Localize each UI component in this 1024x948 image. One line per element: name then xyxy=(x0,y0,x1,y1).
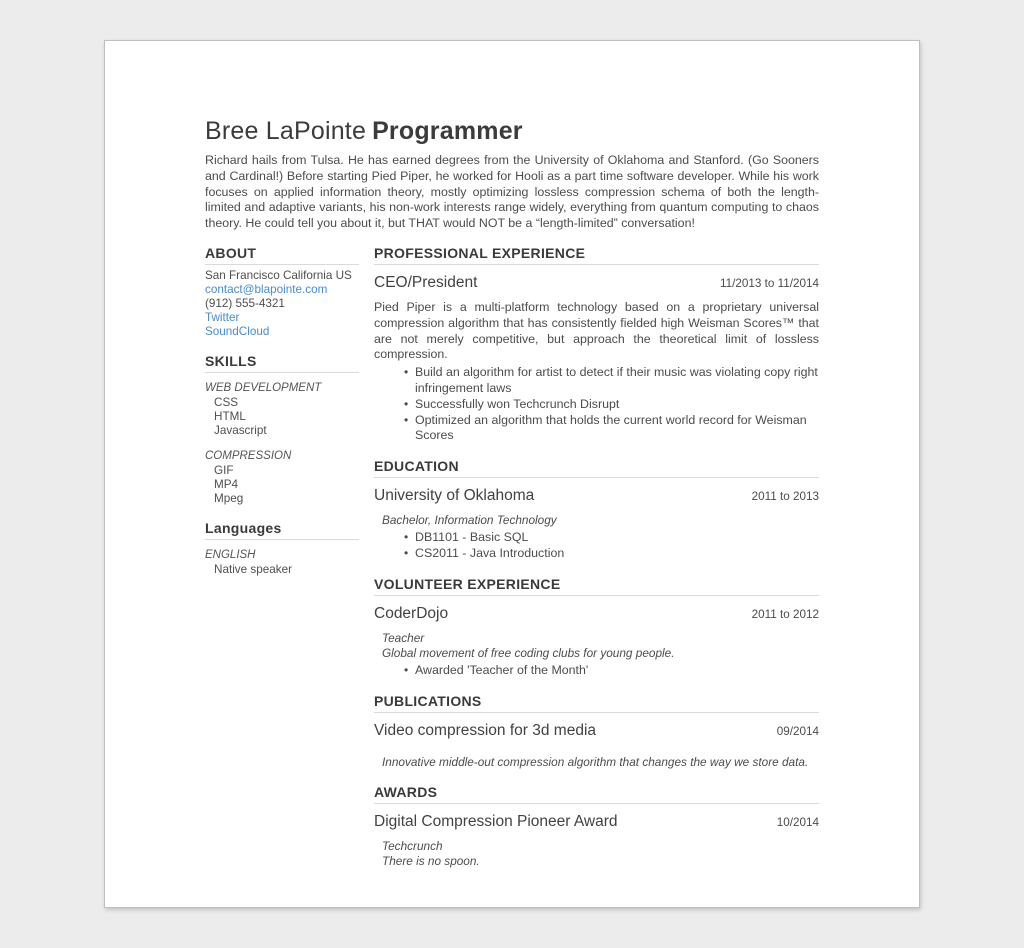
resume-section xyxy=(374,576,819,679)
section-heading: EDUCATION xyxy=(374,458,819,478)
resume-entry xyxy=(374,605,819,679)
entry-title-row xyxy=(374,813,819,831)
about-section xyxy=(205,245,359,339)
bullet-item: • Successfully won Techcrunch Disrupt xyxy=(415,397,819,413)
skill-group xyxy=(205,548,359,577)
languages-groups xyxy=(205,548,359,577)
skill-item: CSS xyxy=(214,395,239,409)
location-text: San Francisco California US xyxy=(205,268,352,282)
entry-date: 2011 to 2013 xyxy=(751,490,819,504)
entry-subline: Techcrunch xyxy=(382,838,443,853)
bullet-list xyxy=(374,530,819,562)
entry-subline: Teacher xyxy=(382,630,425,645)
skill-item: Native speaker xyxy=(214,562,292,576)
skill-item: Mpeg xyxy=(214,491,244,505)
languages-section xyxy=(205,520,359,577)
entry-title: Video compression for 3d media xyxy=(374,721,597,739)
resume-entry xyxy=(374,487,819,562)
entry-title: CEO/President xyxy=(374,273,478,291)
entry-date: 10/2014 xyxy=(776,815,819,829)
resume-section xyxy=(374,693,819,770)
resume-section xyxy=(374,245,819,444)
main-column xyxy=(374,245,819,883)
skill-item: Javascript xyxy=(214,423,267,437)
bullet-item: • Optimized an algorithm that holds the current world record for Weisman Scores xyxy=(415,413,819,445)
skill-item: GIF xyxy=(214,463,234,477)
entry-title: University of Oklahoma xyxy=(374,487,535,505)
entry-paragraph: Pied Piper is a multi-platform technology based on a proprietary universal compression algorithm that has consistently fielded high Weisman Scores™ that are not merely competitive, but approach the theoretical limit of lossless compression. xyxy=(374,299,819,362)
skills-groups xyxy=(205,381,359,506)
entry-title-row xyxy=(374,274,819,292)
email-link[interactable]: contact@blapointe.com xyxy=(205,282,328,296)
resume-page xyxy=(104,40,920,908)
skill-item: HTML xyxy=(214,409,246,423)
entry-subline: Innovative middle-out compression algorithm that changes the way we store data. xyxy=(382,754,809,769)
entry-title-row xyxy=(374,605,819,623)
resume-entry xyxy=(374,813,819,869)
bullet-item: • Build an algorithm for artist to detect if their music was violating copy right infringement laws xyxy=(415,365,819,397)
entry-date: 2011 to 2012 xyxy=(751,607,819,621)
entry-title-row xyxy=(374,487,819,505)
skill-category-label: COMPRESSION xyxy=(205,449,292,462)
entry-subline: Global movement of free coding clubs for young people. xyxy=(382,645,675,660)
entry-subline: There is no spoon. xyxy=(382,853,480,868)
resume-columns xyxy=(205,245,819,883)
entry-title: Digital Compression Pioneer Award xyxy=(374,812,618,830)
twitter-link[interactable]: Twitter xyxy=(205,310,240,324)
section-heading: PROFESSIONAL EXPERIENCE xyxy=(374,245,819,265)
bullet-item: • DB1101 - Basic SQL xyxy=(415,530,819,546)
entry-date: 11/2013 to 11/2014 xyxy=(720,276,819,290)
entry-subline: Bachelor, Information Technology xyxy=(382,513,557,528)
skill-item: MP4 xyxy=(214,477,239,491)
sidebar-column xyxy=(205,245,359,591)
phone-text: (912) 555-4321 xyxy=(205,296,285,310)
page-title xyxy=(205,117,819,145)
resume-content xyxy=(105,41,919,883)
skills-heading: SKILLS xyxy=(205,353,359,373)
entry-date: 09/2014 xyxy=(776,724,819,738)
section-heading: PUBLICATIONS xyxy=(374,693,819,713)
entry-title-row xyxy=(374,722,819,740)
entry-title: CoderDojo xyxy=(374,604,449,622)
resume-entry xyxy=(374,274,819,444)
skills-section xyxy=(205,353,359,506)
about-heading: ABOUT xyxy=(205,245,359,265)
resume-entry xyxy=(374,722,819,770)
skill-group xyxy=(205,449,359,506)
bullet-list xyxy=(374,365,819,444)
skill-category-label: WEB DEVELOPMENT xyxy=(205,381,322,394)
resume-section xyxy=(374,458,819,562)
soundcloud-link[interactable]: SoundCloud xyxy=(205,324,270,338)
bio-paragraph: Richard hails from Tulsa. He has earned degrees from the University of Oklahoma and Stanford. (Go Sooners and Cardinal!) Before starting Pied Piper, he worked for Hooli as a part time software developer. While his work focuses on applied information theory, mostly optimizing lossless compression schema of both the length-limited and adaptive variants, his non-work interests range widely, everything from quantum computing to chaos theory. He could tell you about it, but THAT would NOT be a “length-limited” conversation! xyxy=(205,153,819,231)
bullet-list xyxy=(374,663,819,679)
bullet-item: • Awarded 'Teacher of the Month' xyxy=(415,663,819,679)
bullet-item: • CS2011 - Java Introduction xyxy=(415,546,819,562)
languages-heading: Languages xyxy=(205,520,359,540)
person-role: Programmer xyxy=(372,117,523,145)
resume-section xyxy=(374,784,819,869)
section-heading: VOLUNTEER EXPERIENCE xyxy=(374,576,819,596)
skill-category-label: ENGLISH xyxy=(205,548,256,561)
section-heading: AWARDS xyxy=(374,784,819,804)
person-name: Bree LaPointe xyxy=(205,117,367,145)
skill-group xyxy=(205,381,359,438)
